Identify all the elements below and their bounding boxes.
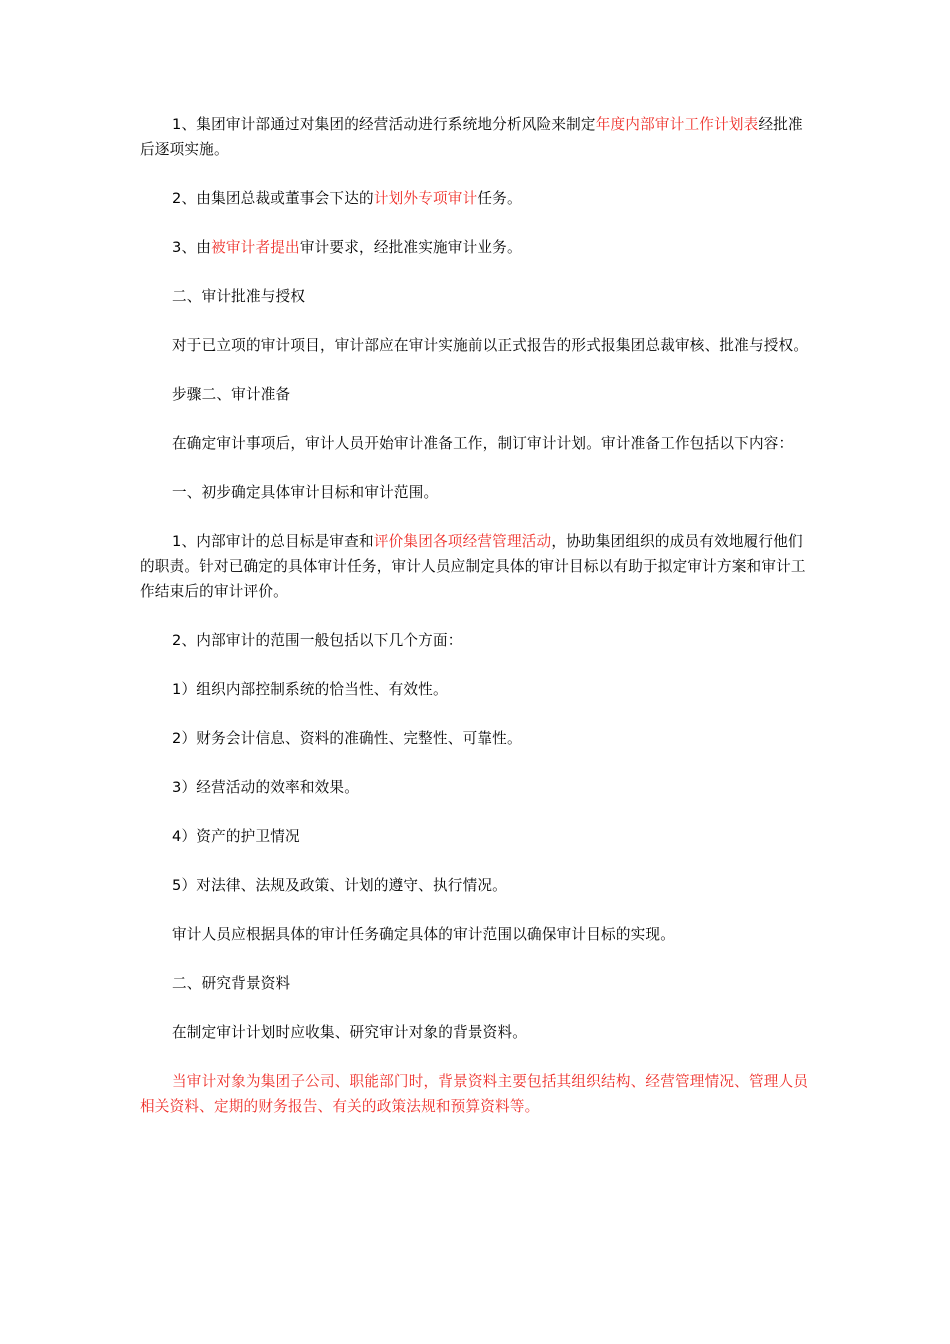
paragraph-p18	[140, 1020, 812, 1045]
paragraph-p9	[140, 529, 812, 604]
text-segment: 1）组织内部控制系统的恰当性、有效性。	[172, 681, 448, 698]
paragraph-p6	[140, 382, 812, 407]
paragraph-p15	[140, 873, 812, 898]
paragraph-p5	[140, 333, 812, 358]
text-segment: 对于已立项的审计项目，审计部应在审计实施前以正式报告的形式报集团总裁审核、批准与授权。	[172, 337, 809, 354]
highlighted-text: 被审计者提出	[211, 239, 300, 256]
text-segment: 4）资产的护卫情况	[172, 828, 300, 845]
paragraph-p8	[140, 480, 812, 505]
paragraph-p12	[140, 726, 812, 751]
paragraph-p11	[140, 677, 812, 702]
paragraph-p16	[140, 922, 812, 947]
paragraph-p17	[140, 971, 812, 996]
highlighted-text: 计划外专项审计	[373, 190, 478, 207]
text-segment: 审计要求，经批准实施审计业务。	[299, 239, 522, 256]
highlighted-text: 年度内部审计工作计划表	[595, 116, 759, 133]
paragraph-p2	[140, 186, 812, 211]
text-segment: 3、由	[172, 239, 212, 256]
text-segment: 2、内部审计的范围一般包括以下几个方面：	[172, 632, 463, 649]
text-segment: 在确定审计事项后，审计人员开始审计准备工作，制订审计计划。审计准备工作包括以下内容：	[172, 435, 794, 452]
paragraph-p19	[140, 1069, 812, 1119]
text-segment: 2）财务会计信息、资料的准确性、完整性、可靠性。	[172, 730, 522, 747]
highlighted-text: 当审计对象为集团子公司、职能部门时，背景资料主要包括其组织结构、经营管理情况、管理人员相关资料、定期的财务报告、有关的政策法规和预算资料等。	[140, 1073, 809, 1115]
paragraph-p10	[140, 628, 812, 653]
paragraph-p1	[140, 112, 812, 162]
text-segment: 2、由集团总裁或董事会下达的	[172, 190, 374, 207]
text-segment: ，协助集团组织的成员有效地履行他们的职责。针对已确定的具体审计任务，审计人员应制定具体的审计目标以有助于拟定审计方案和审计工作结束后的审计评价。	[140, 533, 806, 600]
text-segment: 二、研究背景资料	[172, 975, 291, 992]
text-segment: 3）经营活动的效率和效果。	[172, 779, 360, 796]
text-segment: 1、集团审计部通过对集团的经营活动进行系统地分析风险来制定	[172, 116, 596, 133]
paragraph-p7	[140, 431, 812, 456]
paragraph-p13	[140, 775, 812, 800]
paragraph-p14	[140, 824, 812, 849]
paragraph-p3	[140, 235, 812, 260]
text-segment: 二、审计批准与授权	[172, 288, 306, 305]
text-segment: 经批准后逐项实施。	[140, 116, 803, 158]
text-segment: 步骤二、审计准备	[172, 386, 291, 403]
highlighted-text: 评价集团各项经营管理活动	[373, 533, 552, 550]
paragraph-p4	[140, 284, 812, 309]
document-page	[140, 112, 812, 1143]
text-segment: 1、内部审计的总目标是审查和	[172, 533, 374, 550]
text-segment: 任务。	[477, 190, 522, 207]
text-segment: 在制定审计计划时应收集、研究审计对象的背景资料。	[172, 1024, 528, 1041]
text-segment: 审计人员应根据具体的审计任务确定具体的审计范围以确保审计目标的实现。	[172, 926, 675, 943]
text-segment: 5）对法律、法规及政策、计划的遵守、执行情况。	[172, 877, 507, 894]
text-segment: 一、初步确定具体审计目标和审计范围。	[172, 484, 439, 501]
